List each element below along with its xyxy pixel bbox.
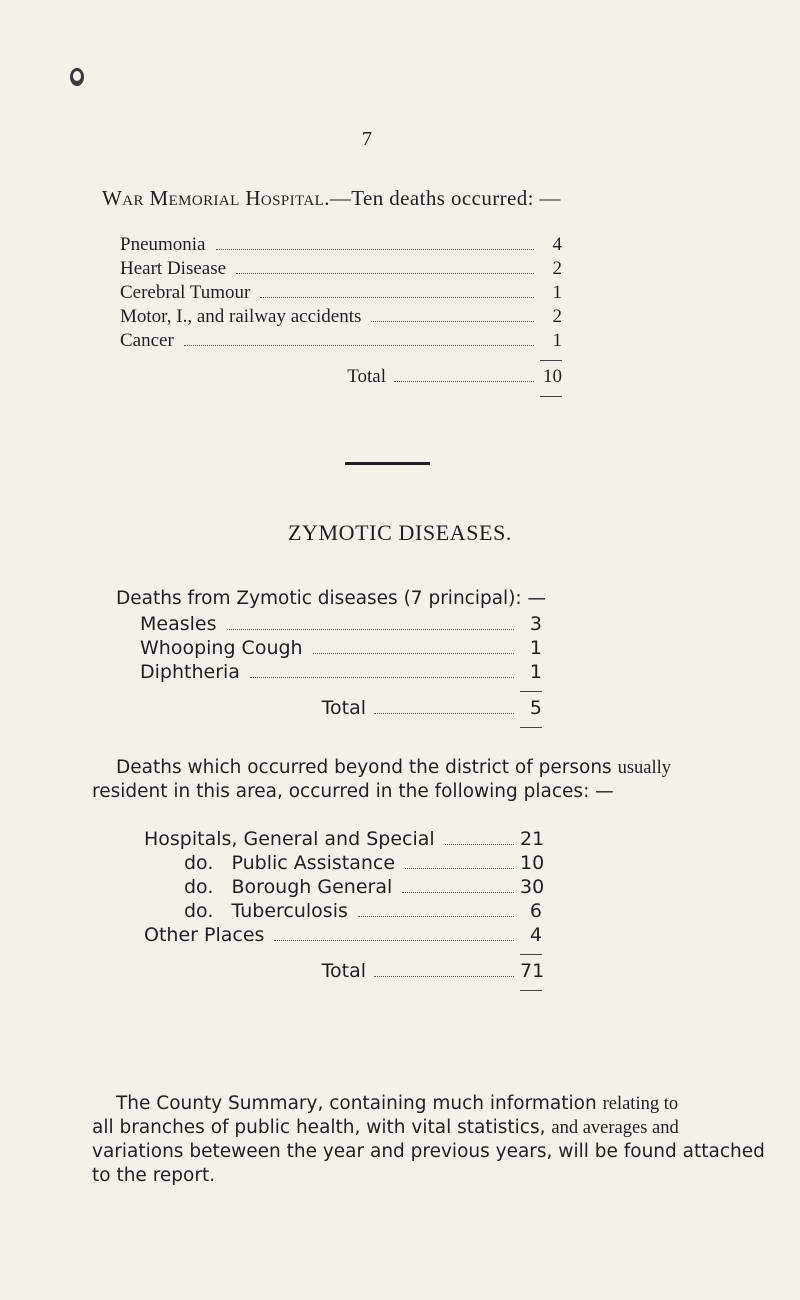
section-title: ZYMOTIC DISEASES. bbox=[287, 520, 513, 545]
war-memorial-heading bbox=[102, 186, 561, 211]
list-item: Measles 3 bbox=[140, 613, 542, 635]
total-row: Total 10 bbox=[347, 366, 562, 387]
war-memorial-heading-rest: .—Ten deaths occurred: — bbox=[324, 186, 561, 210]
county-summary-paragraph: The County Summary, containing much information relating to all branches of public health, with vital statistics, and averages and variations beteween the year and previous years, will be found attached to the report. bbox=[92, 1093, 765, 1186]
list-item: Diphtheria 1 bbox=[140, 661, 542, 683]
zymotic-list bbox=[140, 613, 542, 733]
list-item: Cancer 1 bbox=[120, 330, 562, 351]
total-row: Total 71 bbox=[321, 960, 545, 982]
list-item: do. Public Assistance 10 bbox=[184, 852, 545, 874]
list-item: Motor, I., and railway accidents 2 bbox=[120, 306, 562, 327]
list-item: Hospitals, General and Special 21 bbox=[144, 828, 545, 850]
page-number: 7 bbox=[362, 128, 372, 150]
list-item: do. Borough General 30 bbox=[184, 876, 545, 898]
list-item: Pneumonia 4 bbox=[120, 234, 562, 255]
total-row: Total 5 bbox=[321, 697, 542, 719]
list-item: Whooping Cough 1 bbox=[140, 637, 542, 659]
list-item: Cerebral Tumour 1 bbox=[120, 282, 562, 303]
list-item: Heart Disease 2 bbox=[120, 258, 562, 279]
war-memorial-list bbox=[120, 234, 562, 402]
list-item: Other Places 4 bbox=[144, 924, 542, 946]
corner-mark-icon bbox=[66, 66, 88, 88]
list-item: do. Tuberculosis 6 bbox=[184, 900, 542, 922]
section-divider bbox=[345, 462, 430, 465]
war-memorial-heading-title: War Memorial Hospital bbox=[102, 186, 325, 210]
outside-deaths-list bbox=[144, 828, 545, 996]
outside-deaths-intro: Deaths which occurred beyond the district of persons usually resident in this area, occurred in the following places: — bbox=[92, 757, 672, 802]
zymotic-intro: Deaths from Zymotic diseases (7 principal): — bbox=[116, 588, 547, 609]
